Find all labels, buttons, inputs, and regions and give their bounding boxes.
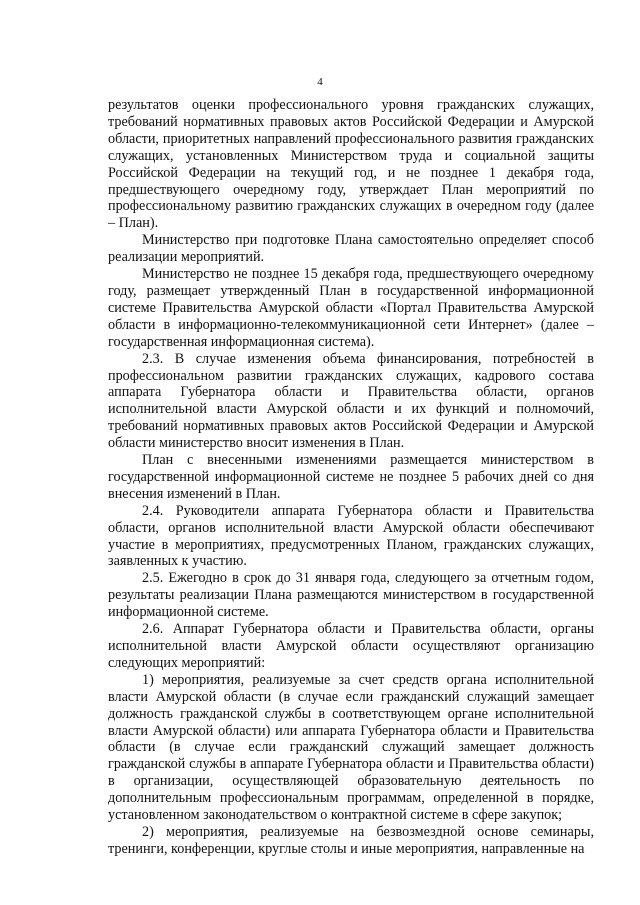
paragraph: 2.6. Аппарат Губернатора области и Правительства области, органы исполнительной власти Амурской области осуществляют организацию следующих мероприятий: xyxy=(108,621,594,671)
body-text xyxy=(108,97,594,858)
paragraph: 2.5. Ежегодно в срок до 31 января года, следующего за отчетным годом, результаты реализации Плана размещаются министерством в государственной информационной системе. xyxy=(108,570,594,621)
paragraph: Министерство при подготовке Плана самостоятельно определяет способ реализации мероприятий. xyxy=(108,232,594,266)
paragraph: результатов оценки профессионального уровня гражданских служащих, требований нормативных правовых актов Российской Федерации и Амурской области, приоритетных направлений профессионального развития гражданских служащих, установленных Министерством труда и социальной защиты Российской Федерации на текущий год, и не позднее 1 декабря года, предшествующего очередному году, утверждает План мероприятий по профессиональному развитию гражданских служащих в очередном году (далее – План). xyxy=(108,97,594,232)
paragraph: 1) мероприятия, реализуемые за счет средств органа исполнительной власти Амурской области (в случае если гражданский служащий замещает должность гражданской службы в соответствующем органе исполнительной власти Амурской области) или аппарата Губернатора области и Правительства области (в случае если гражданский служащий замещает должность гражданской службы в аппарате Губернатора области и Правительства области) в организации, осуществляющей образовательную деятельность по дополнительным профессиональным программам, определенной в порядке, установленном законодательством о контрактной системе в сфере закупок; xyxy=(108,671,594,824)
page-number: 4 xyxy=(317,76,323,88)
paragraph: 2) мероприятия, реализуемые на безвозмездной основе семинары, тренинги, конференции, круглые столы и иные мероприятия, направленные на xyxy=(108,823,594,857)
paragraph: Министерство не позднее 15 декабря года, предшествующего очередному году, размещает утвержденный План в государственной информационной системе Правительства Амурской области «Портал Правительства Амурской области в информационно-телекоммуникационной сети Интернет» (далее – государственная информационная система). xyxy=(108,266,594,350)
paragraph: 2.4. Руководители аппарата Губернатора области и Правительства области, органов исполнительной власти Амурской области обеспечивают участие в мероприятиях, предусмотренных Планом, гражданских служащих, заявленных к участию. xyxy=(108,502,594,570)
paragraph: 2.3. В случае изменения объема финансирования, потребностей в профессиональном развитии гражданских служащих, кадрового состава аппарата Губернатора области и Правительства области, органов исполнительной власти Амурской области и их функций и полномочий, требований нормативных правовых актов Российской Федерации и Амурской области министерство вносит изменения в План. xyxy=(108,350,594,452)
paragraph: План с внесенными изменениями размещается министерством в государственной информационной системе не позднее 5 рабочих дней со дня внесения изменений в План. xyxy=(108,452,594,502)
